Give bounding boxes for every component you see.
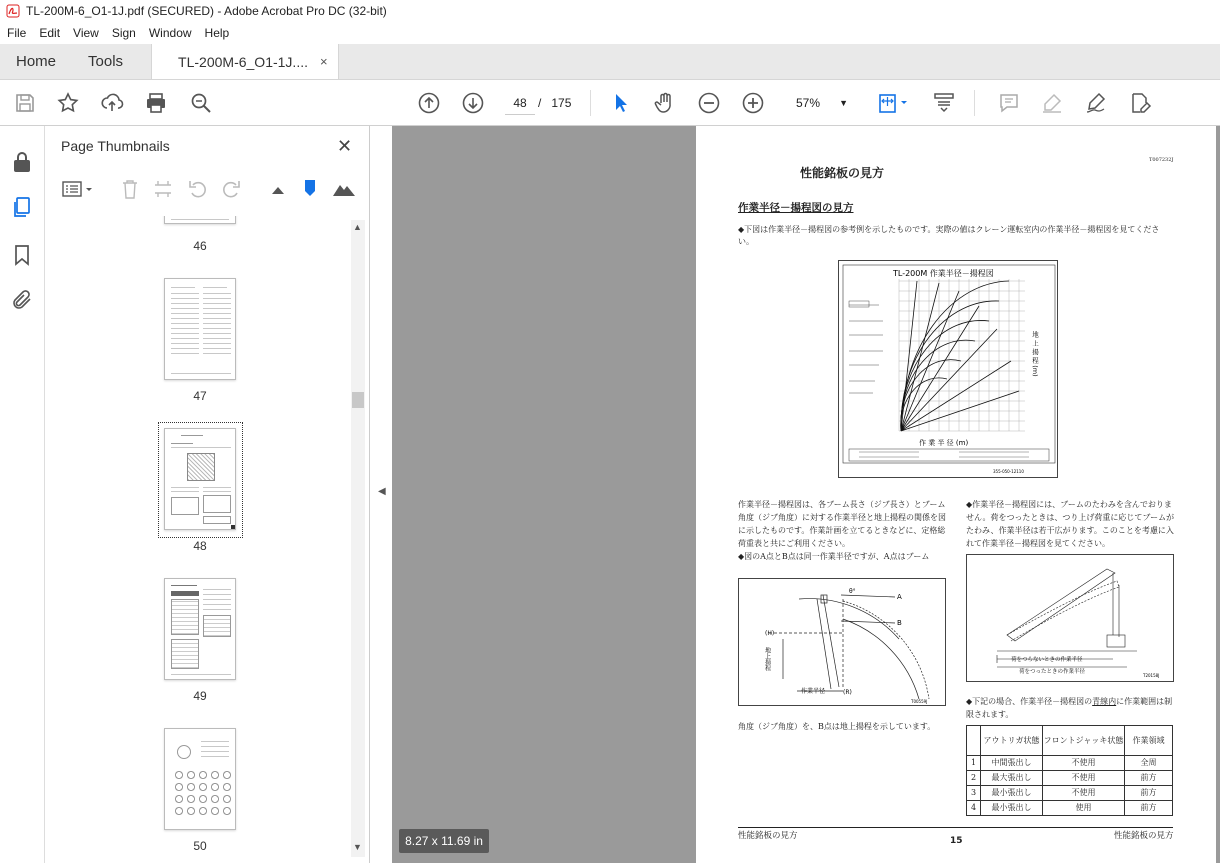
footer-page-number: 15 <box>950 836 963 846</box>
table-cell: 4 <box>967 801 981 816</box>
document-code: T007232J <box>1149 157 1174 163</box>
tab-home[interactable]: Home <box>16 53 57 70</box>
radius-height-figure <box>738 578 946 706</box>
figure-code-2: T20158J <box>1143 673 1160 678</box>
pdf-page <box>696 126 1216 863</box>
table-cell: 最小張出し <box>981 801 1043 816</box>
table-header-row <box>967 726 1173 756</box>
print-icon[interactable] <box>144 91 168 115</box>
menu-file[interactable]: File <box>7 26 27 40</box>
page-total <box>538 91 571 115</box>
col2-paragraph-2 <box>966 695 1176 721</box>
thumbnail-label-47: 47 <box>193 389 207 403</box>
tab-tools[interactable]: Tools <box>88 53 124 70</box>
figure-no-load-label: 荷をつらないときの作業半径 <box>1011 657 1083 663</box>
next-page-icon[interactable] <box>461 91 485 115</box>
scrollbar-thumb[interactable] <box>352 392 364 408</box>
highlight-pen-icon[interactable] <box>1040 91 1064 115</box>
close-panel-icon[interactable]: ✕ <box>337 136 353 156</box>
table-cell: 最小張出し <box>981 786 1043 801</box>
figure-code: T00559J <box>911 699 928 704</box>
figure-x-label: 作業半径 <box>801 688 826 695</box>
table-row <box>967 801 1173 816</box>
tab-close-icon[interactable]: × <box>319 54 328 69</box>
scroll-mode-icon[interactable] <box>932 91 956 115</box>
figure-label-b: B <box>897 619 902 627</box>
table-cell: 全周 <box>1125 756 1173 771</box>
table-row <box>967 786 1173 801</box>
table-cell: 3 <box>967 786 981 801</box>
select-cursor-icon[interactable] <box>609 91 633 115</box>
col1-paragraph-2: ◆図のA点とB点は同一作業半径ですが、A点はブーム <box>738 552 930 561</box>
boom-deflection-figure <box>966 554 1174 682</box>
tab-bar <box>0 44 1220 80</box>
thumbnail-size-large-icon[interactable] <box>331 178 357 200</box>
table-header-cell: フロントジャッキ状態 <box>1043 726 1125 756</box>
tab-document-label: TL-200M-6_O1-1J.... <box>178 53 308 70</box>
col1-paragraph-3: 角度（ジブ角度）を、B点は地上揚程を示しています。 <box>738 722 936 731</box>
working-radius-chart <box>838 260 1058 478</box>
figure-y-label: 地上揚程 <box>763 647 771 671</box>
table-header-cell <box>967 726 981 756</box>
footer-left-title: 性能銘板の見方 <box>738 831 798 841</box>
thumbnail-size-small-icon[interactable] <box>267 178 289 200</box>
thumbnail-page-46[interactable] <box>164 216 236 224</box>
menu-edit[interactable]: Edit <box>39 26 61 40</box>
bookmark-star-icon[interactable] <box>56 91 80 115</box>
table-cell: 前方 <box>1125 771 1173 786</box>
table-header-cell: アウトリガ状態 <box>981 726 1043 756</box>
section-heading: 作業半径－揚程図の見方 <box>738 202 854 214</box>
main-toolbar <box>0 80 1220 126</box>
fit-page-icon[interactable] <box>876 91 912 115</box>
chart-x-axis-label: 作 業 半 径 (m) <box>919 439 969 447</box>
attachment-paperclip-icon[interactable] <box>10 288 34 312</box>
figure-label-theta: θ° <box>849 588 856 595</box>
extract-page-icon[interactable] <box>152 178 174 200</box>
scroll-up-icon[interactable]: ▲ <box>353 222 362 232</box>
thumbnail-page-47[interactable] <box>164 278 236 380</box>
zoom-level-value: 57% <box>796 96 821 110</box>
zoom-level-select[interactable] <box>784 91 854 115</box>
panel-collapse-gutter <box>370 126 392 863</box>
figure-label-h: (H) <box>765 630 775 637</box>
figure-label-a: A <box>897 593 902 601</box>
table-row <box>967 756 1173 771</box>
menu-sign[interactable]: Sign <box>111 26 136 40</box>
tab-document[interactable] <box>151 44 339 79</box>
table-cell: 2 <box>967 771 981 786</box>
thumbnail-label-49: 49 <box>193 689 207 703</box>
page-number-input[interactable]: 48 <box>505 91 535 115</box>
zoom-in-icon[interactable] <box>741 91 765 115</box>
outrigger-table <box>966 725 1173 816</box>
zoom-search-icon[interactable] <box>189 91 213 115</box>
menu-bar <box>0 22 1220 44</box>
title-bar <box>0 0 1220 22</box>
table-cell: 不使用 <box>1043 756 1125 771</box>
table-row <box>967 771 1173 786</box>
chart-figure-code: 355-050-12110 <box>993 469 1024 474</box>
thumbnail-scrollbar[interactable] <box>351 220 365 857</box>
zoom-out-icon[interactable] <box>697 91 721 115</box>
toolbar-divider <box>590 90 591 116</box>
bookmarks-icon[interactable] <box>10 243 34 267</box>
acrobat-logo-icon <box>6 4 20 18</box>
footer-rule <box>738 827 1173 828</box>
figure-label-r: (R) <box>843 689 852 696</box>
col2-paragraph-1: ◆作業半径－揚程図には、ブームのたわみを含んでおりません。荷をつったときは、つり上げ荷重に応じてブームがたわみ、作業半径は若干広がります。このことを考慮に入れて作業半径－揚程図を見てください。 <box>966 500 1175 548</box>
page-size-badge: 8.27 x 11.69 in <box>399 829 489 853</box>
menu-help[interactable]: Help <box>204 26 230 40</box>
chevron-down-icon: ▼ <box>839 98 848 108</box>
delete-page-icon[interactable] <box>119 178 141 200</box>
table-cell: 前方 <box>1125 801 1173 816</box>
table-cell: 不使用 <box>1043 786 1125 801</box>
previous-page-icon[interactable] <box>417 91 441 115</box>
page-thumbnails-panel <box>45 126 370 863</box>
hand-pan-icon[interactable] <box>653 91 677 115</box>
table-cell: 1 <box>967 756 981 771</box>
thumbnail-page-49[interactable] <box>164 578 236 680</box>
table-header-cell: 作業領域 <box>1125 726 1173 756</box>
panel-title: Page Thumbnails <box>61 138 170 154</box>
total-pages: 175 <box>551 96 572 110</box>
thumbnail-label-50: 50 <box>193 839 207 853</box>
thumbnail-list <box>57 216 353 856</box>
thumbnail-size-medium-icon[interactable] <box>299 178 321 200</box>
intro-paragraph: ◆下図は作業半径－揚程図の参考例を示したものです。実際の値はクレーン運転室内の作業半径－揚程図を見てください。 <box>738 225 1160 246</box>
chart-y-axis-label: 地 上 揚 程 (m) <box>1031 331 1039 377</box>
thumbnail-page-50[interactable] <box>164 728 236 830</box>
thumbnail-page-48[interactable] <box>164 428 236 530</box>
collapse-panel-icon[interactable]: ◀ <box>378 486 386 497</box>
table-cell: 中間張出し <box>981 756 1043 771</box>
col2-paragraph-2-underline: 青線内 <box>1092 697 1117 706</box>
edit-document-icon[interactable] <box>1128 91 1152 115</box>
table-cell: 前方 <box>1125 786 1173 801</box>
table-cell: 使用 <box>1043 801 1125 816</box>
thumbnail-toolbar <box>59 178 359 202</box>
menu-view[interactable]: View <box>73 26 99 40</box>
col2-paragraph-2-end: に作業範囲は制限されます。 <box>966 697 1173 719</box>
thumbnail-label-46: 46 <box>193 239 207 253</box>
rotate-counterclockwise-icon[interactable] <box>187 178 209 200</box>
window-title: TL-200M-6_O1-1J.pdf (SECURED) - Adobe Acrobat Pro DC (32-bit) <box>26 4 387 18</box>
table-cell: 最大張出し <box>981 771 1043 786</box>
page-thumbnails-icon[interactable] <box>10 195 34 219</box>
col1-paragraph-1: 作業半径－揚程図は、各ブーム長さ（ジブ長さ）とブーム角度（ジブ角度）に対する作業半径と地上揚程の関係を図に示したものです。作業計画を立てるときなどに、定格総荷重表と共にご利用ください。 <box>738 500 946 548</box>
page-heading: 性能銘板の見方 <box>800 166 885 180</box>
thumbnail-label-48: 48 <box>193 539 207 553</box>
chart-title: TL-200M 作業半径－揚程図 <box>893 269 994 278</box>
thumbnail-options-icon[interactable] <box>61 178 95 200</box>
toolbar-divider <box>974 90 975 116</box>
comment-icon[interactable] <box>997 91 1021 115</box>
sign-pen-icon[interactable] <box>1084 91 1108 115</box>
menu-window[interactable]: Window <box>148 26 192 40</box>
navigation-rail <box>0 126 45 863</box>
col2-paragraph-2-text: ◆下記の場合、作業半径－揚程図の <box>966 697 1093 706</box>
lock-icon[interactable] <box>10 150 34 174</box>
save-icon[interactable] <box>13 91 37 115</box>
footer-right-title: 性能銘板の見方 <box>1114 831 1174 841</box>
share-upload-icon[interactable] <box>100 91 124 115</box>
page-separator: / <box>538 96 542 110</box>
rotate-clockwise-icon[interactable] <box>220 178 242 200</box>
scroll-down-icon[interactable]: ▼ <box>353 842 362 852</box>
table-cell: 不使用 <box>1043 771 1125 786</box>
figure-with-load-label: 荷をつったときの作業半径 <box>1019 669 1085 675</box>
